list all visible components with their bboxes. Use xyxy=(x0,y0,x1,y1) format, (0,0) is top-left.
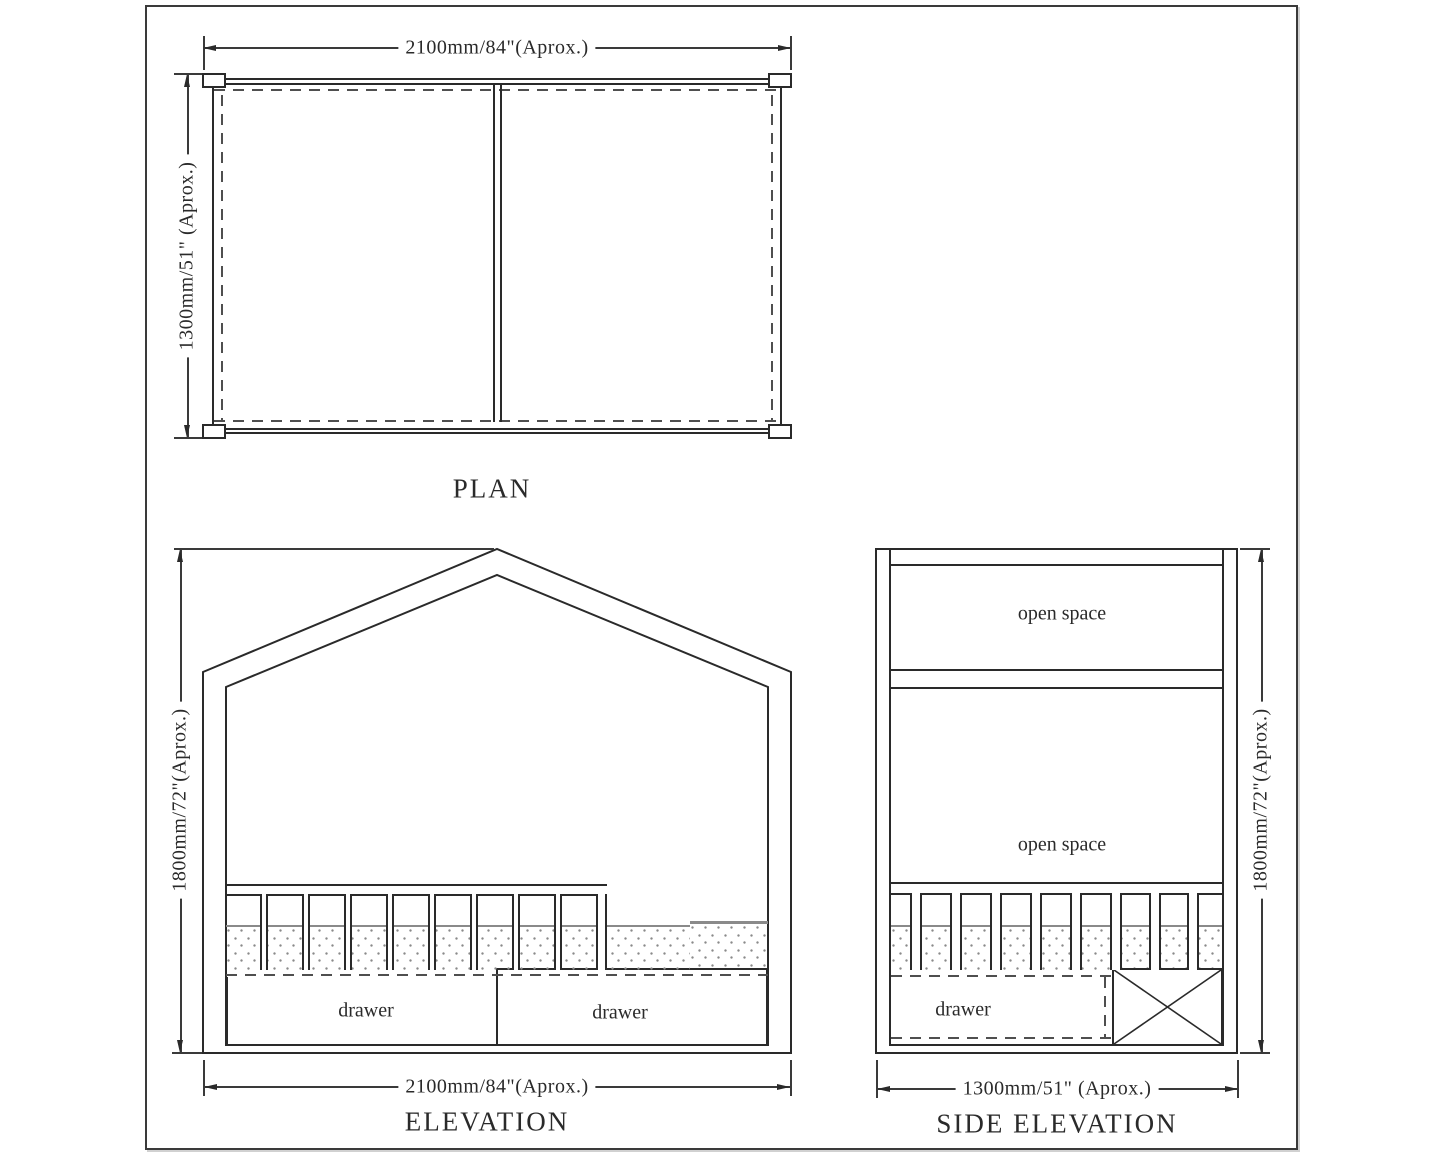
elevation-platform-hidden-line xyxy=(226,974,768,976)
side-dim-width-arrow-left xyxy=(877,1086,890,1092)
elevation-guard-rail xyxy=(226,884,607,896)
plan-dim-width-arrow-left xyxy=(203,45,216,51)
side-open-space-bottom-label: open space xyxy=(1017,833,1107,856)
plan-ext-line-left xyxy=(203,36,205,70)
elevation-dim-width-arrow-left xyxy=(204,1084,217,1090)
side-guard-rail xyxy=(891,882,1222,895)
side-left-inner-post xyxy=(889,550,891,1046)
side-dim-height-arrow-top xyxy=(1258,549,1264,562)
plan-center-divider-right xyxy=(500,85,502,422)
elevation-ext-bottom-left xyxy=(203,1060,205,1096)
elevation-ext-peak-line xyxy=(174,548,494,550)
side-shelf-upper-line xyxy=(891,669,1222,671)
slat xyxy=(1110,893,1122,970)
plan-left-side xyxy=(212,85,214,427)
plan-hidden-edge-bottom xyxy=(214,420,780,422)
slat xyxy=(302,894,310,970)
elevation-drawer-left-label: drawer xyxy=(338,999,394,1022)
plan-dim-width-text: 2100mm/84"(Aprox.) xyxy=(398,37,595,60)
slat xyxy=(512,894,520,970)
elevation-ext-bottom-right xyxy=(790,1060,792,1096)
elevation-rail-end-post xyxy=(596,894,607,970)
elevation-mattress-left xyxy=(226,925,690,970)
plan-hidden-edge-top xyxy=(214,89,780,91)
slat xyxy=(950,893,962,970)
plan-post-bottom-right xyxy=(768,424,792,439)
plan-top-rail-inner xyxy=(224,83,770,85)
slat xyxy=(1030,893,1042,970)
slat xyxy=(470,894,478,970)
plan-dim-depth-text: 1300mm/51" (Aprox.) xyxy=(176,155,199,358)
plan-center-divider-left xyxy=(493,85,495,422)
elevation-drawer-right-label: drawer xyxy=(592,1001,648,1024)
slat xyxy=(1187,893,1199,970)
plan-dim-depth-arrow-bottom xyxy=(184,425,190,438)
plan-dim-width-arrow-right xyxy=(778,45,791,51)
side-open-space-top-label: open space xyxy=(1017,602,1107,625)
side-cross-brace-box xyxy=(1112,968,1223,1046)
elevation-dim-height-arrow-top xyxy=(177,549,183,562)
slat xyxy=(554,894,562,970)
slat xyxy=(910,893,922,970)
slat xyxy=(1149,893,1161,970)
side-mattress xyxy=(891,925,1222,970)
side-dim-height-arrow-bottom xyxy=(1258,1040,1264,1053)
elevation-title: ELEVATION xyxy=(404,1106,570,1137)
side-ext-top-line xyxy=(1240,548,1270,550)
side-elevation-title: SIDE ELEVATION xyxy=(936,1108,1178,1139)
side-ext-bottom-left xyxy=(876,1060,878,1098)
plan-dim-depth-arrow-top xyxy=(184,74,190,87)
side-dim-height-text: 1800mm/72"(Aprox.) xyxy=(1250,701,1273,898)
elevation-dim-height-text: 1800mm/72"(Aprox.) xyxy=(169,701,192,898)
plan-post-top-right xyxy=(768,73,792,88)
slat xyxy=(260,894,268,970)
elevation-mattress-right xyxy=(690,921,768,970)
side-drawer-hidden-bottom xyxy=(891,1037,1113,1039)
plan-hidden-edge-left xyxy=(221,95,223,421)
slat xyxy=(990,893,1002,970)
side-dim-width-arrow-right xyxy=(1225,1086,1238,1092)
side-drawer-hidden-right xyxy=(1104,977,1106,1037)
plan-top-rail-outer xyxy=(224,78,770,80)
side-drawer-label: drawer xyxy=(935,998,991,1021)
side-shelf-lower-line xyxy=(891,687,1222,689)
side-top-rail-inner-line xyxy=(891,564,1222,566)
cross-brace xyxy=(1114,970,1221,1044)
slat xyxy=(386,894,394,970)
plan-post-top-left xyxy=(202,73,226,88)
plan-hidden-edge-right xyxy=(771,95,773,421)
plan-right-side xyxy=(780,85,782,427)
elevation-dim-width-arrow-right xyxy=(777,1084,790,1090)
elevation-dim-height-arrow-bottom xyxy=(177,1040,183,1053)
side-ext-base-line xyxy=(1240,1052,1270,1054)
slat xyxy=(1070,893,1082,970)
elevation-dim-width-text: 2100mm/84"(Aprox.) xyxy=(398,1076,595,1099)
side-ext-bottom-right xyxy=(1237,1060,1239,1098)
side-drawer-hidden-top xyxy=(891,975,1113,977)
slat xyxy=(344,894,352,970)
plan-post-bottom-left xyxy=(202,424,226,439)
slat xyxy=(428,894,436,970)
plan-bottom-rail-inner xyxy=(224,432,770,434)
plan-ext-line-right xyxy=(790,36,792,70)
plan-title: PLAN xyxy=(452,473,532,504)
side-dim-width-text: 1300mm/51" (Aprox.) xyxy=(956,1078,1159,1101)
plan-bottom-rail-outer xyxy=(224,428,770,430)
